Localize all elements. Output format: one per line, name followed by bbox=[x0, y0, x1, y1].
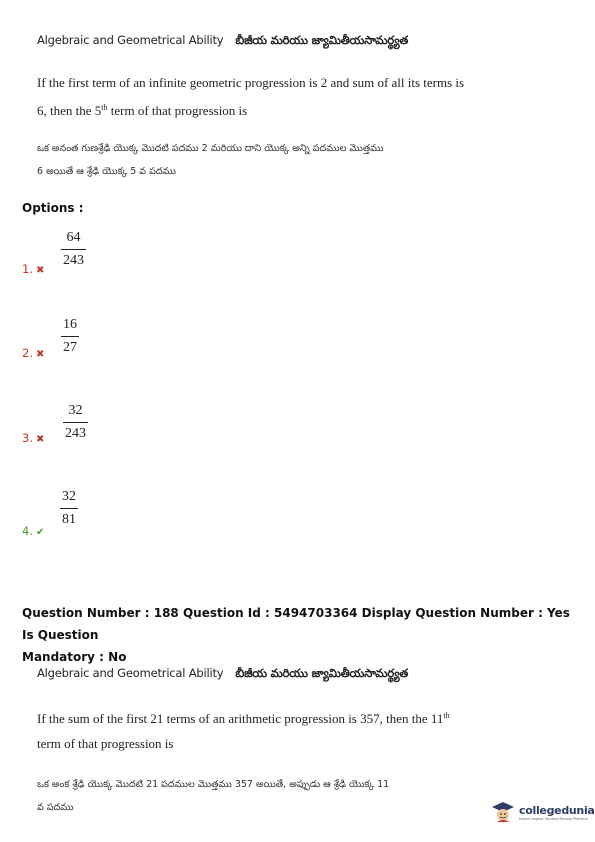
cross-icon: ✖ bbox=[35, 434, 45, 445]
section-heading bbox=[37, 666, 408, 683]
option-4-number: 4. ✔ bbox=[22, 524, 45, 538]
question-line-te: ఒక అంక శ్రేఢి యొక్క మొదటి 21 పదముల మొత్తము 357 అయితే, అప్పుడు ఆ శ్రేఢి యొక్క 11 bbox=[37, 779, 390, 790]
fraction-numerator: 16 bbox=[63, 317, 77, 332]
fraction-denominator: 81 bbox=[62, 512, 76, 527]
section-heading bbox=[37, 33, 408, 50]
option-4-fraction bbox=[60, 489, 78, 528]
fraction-numerator: 32 bbox=[62, 489, 76, 504]
question-line: 6, then the 5th term of that progression is bbox=[37, 103, 248, 118]
question-line-te: 6 అయితే ఆ శ్రేఢి యొక్క 5 వ పదము bbox=[37, 166, 176, 177]
brand-tagline: India's largest Student Review Platform bbox=[519, 816, 588, 821]
option-1-fraction bbox=[61, 230, 86, 269]
question-meta-line: Question Number : 188 Question Id : 5494703364 Display Question Number : Yes Is Question bbox=[22, 606, 570, 642]
fraction-numerator: 32 bbox=[68, 403, 83, 418]
graduate-icon bbox=[491, 800, 515, 824]
fraction-denominator: 243 bbox=[65, 426, 86, 441]
option-2-number: 2. ✖ bbox=[22, 346, 45, 360]
question-line-te: వ పదము bbox=[37, 802, 74, 813]
option-2-fraction bbox=[61, 317, 79, 356]
fraction-denominator: 243 bbox=[63, 253, 84, 268]
fraction-denominator: 27 bbox=[63, 340, 77, 355]
option-1-number: 1. ✖ bbox=[22, 262, 45, 276]
question-line: If the sum of the first 21 terms of an arithmetic progression is 357, then the 11th bbox=[37, 711, 450, 726]
question-text-te bbox=[37, 773, 467, 819]
cross-icon: ✖ bbox=[35, 265, 45, 276]
question-text-en bbox=[37, 703, 477, 756]
cross-icon: ✖ bbox=[35, 349, 45, 360]
question-text-en bbox=[37, 70, 477, 123]
option-3-number: 3. ✖ bbox=[22, 431, 45, 445]
section-heading-en: Algebraic and Geometrical Ability bbox=[37, 666, 224, 680]
section-heading-en: Algebraic and Geometrical Ability bbox=[37, 33, 224, 47]
question-line: term of that progression is bbox=[37, 736, 174, 751]
option-3-fraction bbox=[63, 403, 88, 442]
brand-name: collegedunia bbox=[519, 803, 595, 817]
section-heading-te: బీజీయ మరియు జ్యామితీయసామర్థ్యత bbox=[235, 666, 409, 680]
question-line: If the first term of an infinite geometric progression is 2 and sum of all its terms is bbox=[37, 75, 465, 90]
question-meta-line: Mandatory : No bbox=[22, 650, 127, 664]
question-meta bbox=[22, 602, 577, 668]
question-line-te: ఒక అనంత గుణశ్రేఢి యొక్క మొదటి పదము 2 మరియు దాని యొక్క అన్ని పదముల మొత్తము bbox=[37, 143, 384, 154]
options-label: Options : bbox=[22, 201, 84, 215]
section-heading-te: బీజీయ మరియు జ్యామితీయసామర్థ్యత bbox=[235, 33, 409, 47]
question-text-te bbox=[37, 137, 467, 183]
collegedunia-logo bbox=[491, 800, 595, 824]
fraction-numerator: 64 bbox=[66, 230, 81, 245]
check-icon: ✔ bbox=[35, 527, 45, 538]
